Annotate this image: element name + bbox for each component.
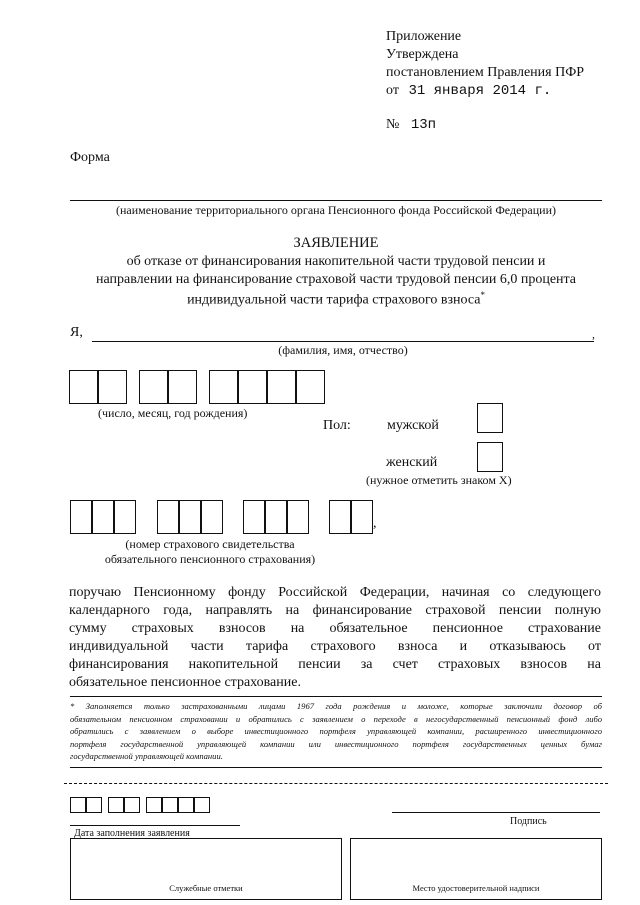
gender-male-checkbox[interactable] (477, 403, 503, 433)
gender-male-label: мужской (387, 418, 439, 433)
body-line: сумму страховых взносов на обязательное пенсионное страхование (69, 621, 601, 636)
fill-date-cell[interactable] (70, 797, 86, 813)
insurance-number-cell[interactable] (201, 500, 223, 534)
approval-date (386, 82, 551, 100)
title-line-2: направлении на финансирование страховой части трудовой пенсии 6,0 процента (95, 272, 577, 287)
birth-date-cell[interactable] (139, 370, 168, 404)
fill-date-cell[interactable] (178, 797, 194, 813)
approval-number (386, 116, 436, 134)
insurance-number-cell[interactable] (243, 500, 265, 534)
title-line-3-text: индивидуальной части тарифа страхового взноса (187, 292, 481, 308)
birth-date-cell[interactable] (209, 370, 238, 404)
body-line: финансирования накопительной пенсии за счет страховых взносов на (69, 657, 601, 672)
footnote-line: государственной управляющей компании. (70, 751, 223, 761)
service-marks-label: Служебные отметки (169, 883, 243, 893)
footnote-bottom-divider (70, 767, 602, 768)
insurance-comma: , (373, 516, 377, 531)
insurance-number-cell[interactable] (351, 500, 373, 534)
fill-date-label: Дата заполнения заявления (74, 828, 190, 839)
signature-line[interactable] (392, 812, 600, 813)
gender-note: (нужное отметить знаком X) (366, 473, 512, 487)
birth-date-cell[interactable] (238, 370, 267, 404)
insurance-number-cell[interactable] (287, 500, 309, 534)
insurance-number-cell[interactable] (92, 500, 114, 534)
body-line: поручаю Пенсионному фонду Российской Федерации, начиная со следующего (69, 585, 601, 600)
fill-date-cell[interactable] (194, 797, 210, 813)
signature-label: Подпись (510, 816, 547, 827)
date-value: 31 января 2014 г. (408, 83, 552, 99)
cut-line (64, 783, 608, 784)
fill-date-cell[interactable] (124, 797, 140, 813)
footnote-line: обязательном пенсионном страховании и обратились с заявлением о переходе в негосударственный пенсионный фонд либо (70, 713, 602, 724)
approval-line-3: постановлением Правления ПФР (386, 65, 585, 80)
insurance-caption-line-2: обязательного пенсионного страхования) (104, 552, 316, 566)
insurance-number-cell[interactable] (329, 500, 351, 534)
gender-label: Пол: (323, 418, 351, 433)
birth-date-cell[interactable] (98, 370, 127, 404)
birth-date-caption: (число, месяц, год рождения) (98, 406, 248, 420)
fill-date-underline (70, 825, 240, 826)
insurance-number-cell[interactable] (179, 500, 201, 534)
body-line: индивидуальной части тарифа страхового взноса и отказываюсь от (69, 639, 601, 654)
number-prefix: № (386, 117, 400, 132)
gender-female-label: женский (386, 455, 438, 470)
body-line: календарного года, направлять на финансирование страховой пенсии полную (69, 603, 601, 618)
service-marks-box (70, 838, 342, 900)
gender-female-checkbox[interactable] (477, 442, 503, 472)
fill-date-cell[interactable] (108, 797, 124, 813)
footnote (70, 700, 602, 763)
insurance-number-cell[interactable] (157, 500, 179, 534)
form-label: Форма (70, 150, 110, 165)
body-line: обязательное пенсионное страхование. (69, 675, 301, 690)
applicant-comma: , (592, 327, 595, 341)
fill-date-cell[interactable] (146, 797, 162, 813)
approval-line-1: Приложение (386, 29, 462, 44)
certification-box (350, 838, 602, 900)
title-line-1: об отказе от финансирования накопительной части трудовой пенсии и (126, 254, 546, 269)
title-footnote-mark: * (480, 290, 485, 300)
applicant-prefix: Я, (70, 325, 83, 340)
birth-date-cell[interactable] (267, 370, 296, 404)
fill-date-cell[interactable] (162, 797, 178, 813)
applicant-name-line[interactable] (92, 341, 594, 342)
insurance-number-cell[interactable] (265, 500, 287, 534)
applicant-name-caption: (фамилия, имя, отчество) (278, 343, 408, 357)
birth-date-cell[interactable] (296, 370, 325, 404)
insurance-number-cell[interactable] (114, 500, 136, 534)
territorial-organ-line[interactable] (70, 200, 602, 201)
footnote-line: * Заполняется только застрахованными лицами 1967 года рождения и моложе, которые заключили договор об (70, 701, 602, 711)
birth-date-cell[interactable] (69, 370, 98, 404)
fill-date-cell[interactable] (86, 797, 102, 813)
title-line-3 (40, 290, 632, 309)
number-value: 13п (410, 117, 437, 133)
insurance-number-cell[interactable] (70, 500, 92, 534)
date-prefix: от (386, 83, 399, 98)
territorial-organ-caption: (наименование территориального органа Пенсионного фонда Российской Федерации) (115, 203, 556, 217)
footnote-divider (70, 696, 602, 697)
footnote-line: портфеля государственной управляющей компании или инвестиционного портфеля государственных ценных бумаг (70, 738, 602, 749)
insurance-caption-line-1: (номер страхового свидетельства (125, 537, 295, 551)
approval-line-2: Утверждена (386, 47, 459, 62)
application-body (69, 584, 601, 692)
birth-date-cell[interactable] (168, 370, 197, 404)
certification-label: Место удостоверительной надписи (412, 883, 540, 893)
footnote-line: обратились с заявлением о выборе инвестиционного портфеля управляющей компании, расширенного инвестиционного (70, 726, 602, 736)
document-heading: ЗАЯВЛЕНИЕ (293, 235, 379, 251)
